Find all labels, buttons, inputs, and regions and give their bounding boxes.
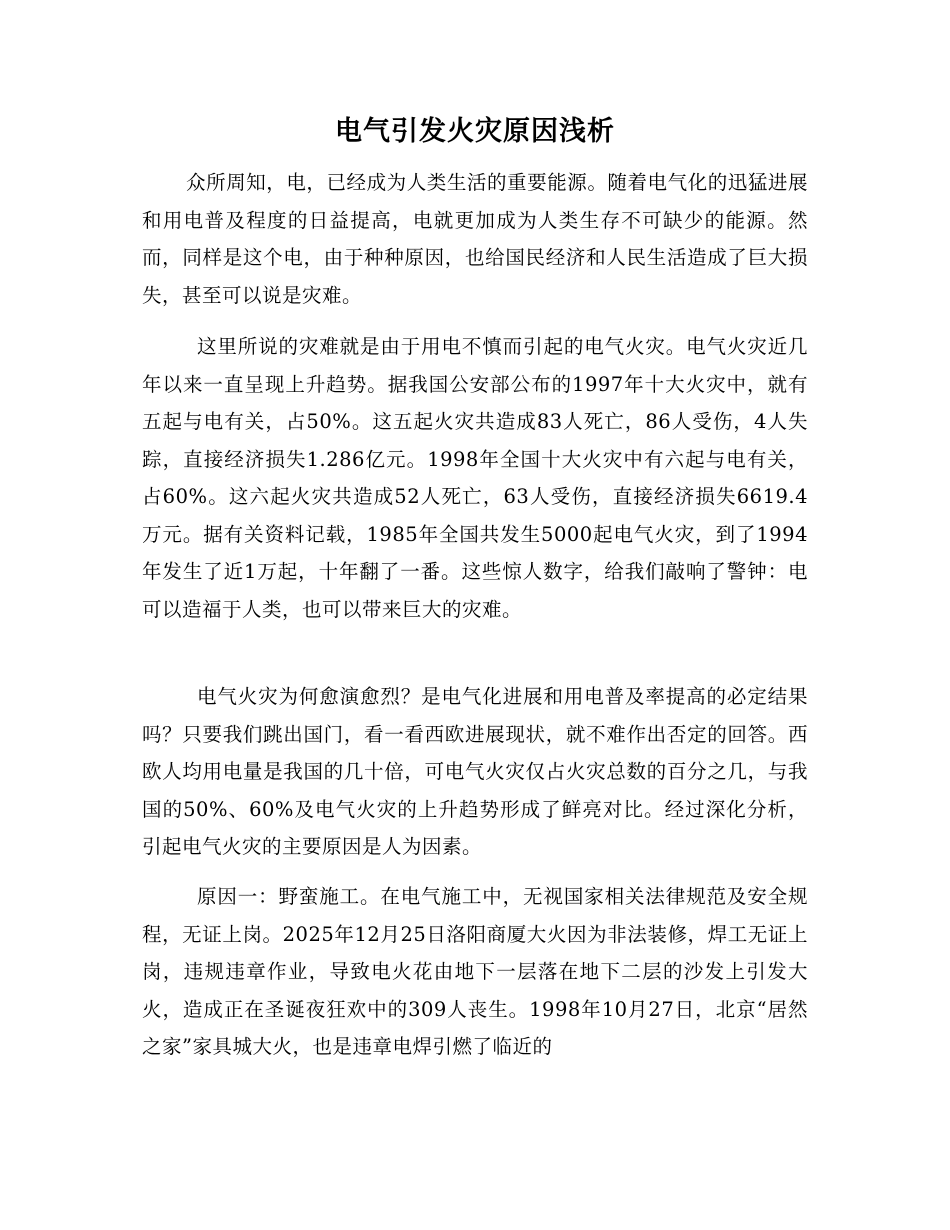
paragraph-cause-one: 原因一：野蛮施工。在电气施工中，无视国家相关法律规范及安全规程，无证上岗。2025年12月25日洛阳商厦大火因为非法装修，焊工无证上岗，违规违章作业，导致电火花由地下一层落在地下二层的沙发上引发大火，造成正在圣诞夜狂欢中的309人丧生。1998年10月27日，北京“居然之家”家具城大火，也是违章电焊引燃了临近的 — [142, 885, 808, 1058]
paragraph-comparison: 电气火灾为何愈演愈烈？是电气化进展和用电普及率提高的必定结果吗？只要我们跳出国门，看一看西欧进展现状，就不难作出否定的回答。西欧人均用电量是我国的几十倍，可电气火灾仅占火灾总数的百分之几，与我国的50%、60%及电气火灾的上升趋势形成了鲜亮对比。经过深化分析，引起电气火灾的主要原因是人为因素。 — [142, 685, 808, 858]
document-title: 电气引发火灾原因浅析 — [335, 116, 615, 147]
paragraph-statistics: 这里所说的灾难就是由于用电不慎而引起的电气火灾。电气火灾近几年以来一直呈现上升趋势。据我国公安部公布的1997年十大火灾中，就有五起与电有关，占50%。这五起火灾共造成83人死亡，86人受伤，4人失踪，直接经济损失1.286亿元。1998年全国十大火灾中有六起与电有关，占60%。这六起火灾共造成52人死亡，63人受伤，直接经济损失6619.4万元。据有关资料记载，1985年全国共发生5000起电气火灾，到了1994年发生了近1万起，十年翻了一番。这些惊人数字，给我们敲响了警钟：电可以造福于人类，也可以带来巨大的灾难。 — [142, 335, 808, 621]
paragraph-intro: 众所周知，电，已经成为人类生活的重要能源。随着电气化的迅猛进展和用电普及程度的日益提高，电就更加成为人类生存不可缺少的能源。然而，同样是这个电，由于种种原因，也给国民经济和人民生活造成了巨大损失，甚至可以说是灾难。 — [142, 171, 808, 307]
